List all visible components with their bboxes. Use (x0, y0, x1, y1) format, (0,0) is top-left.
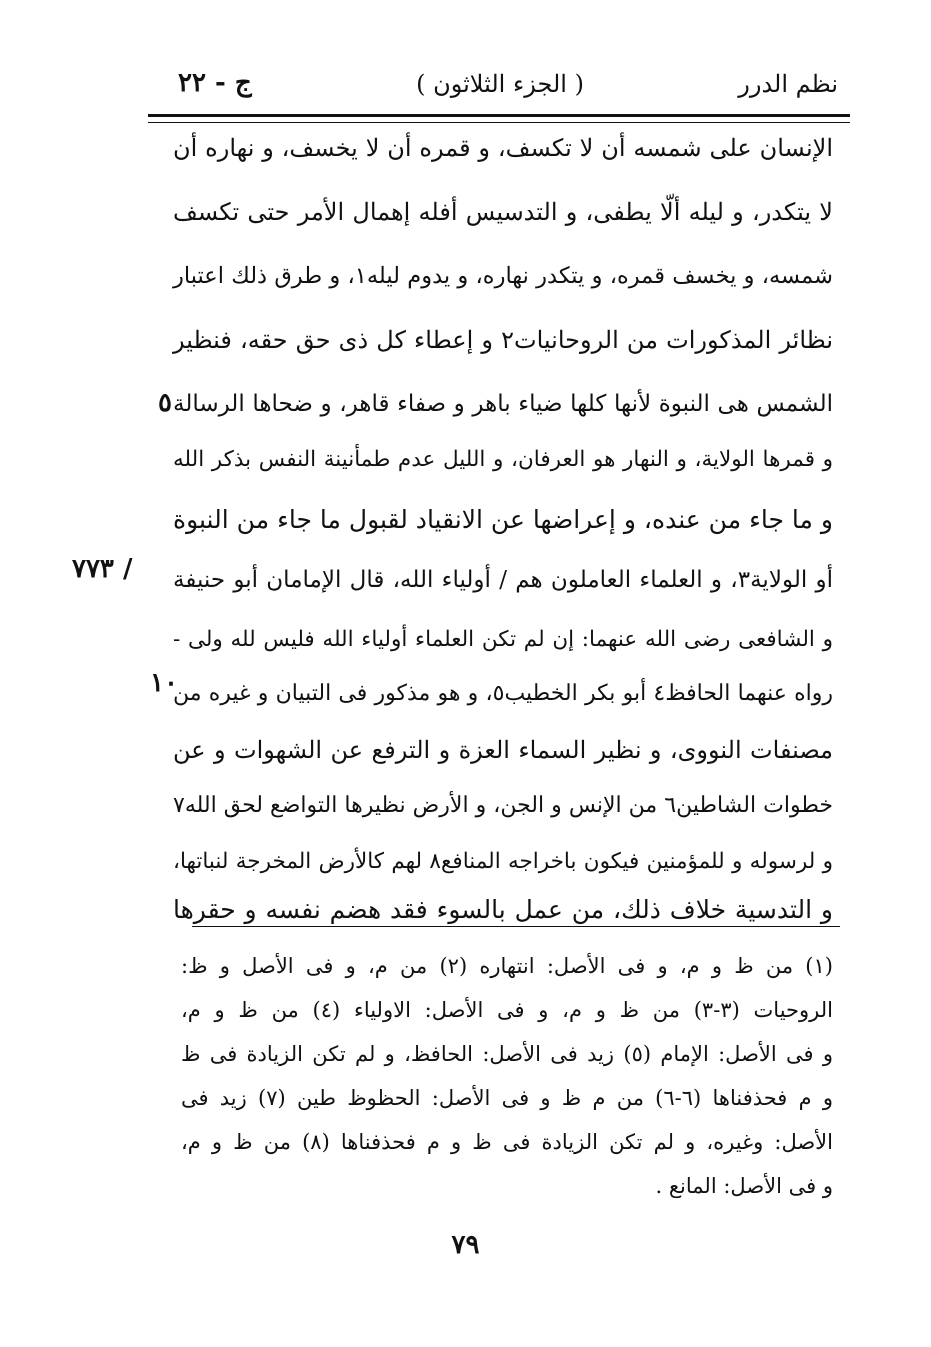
footnote-line-6: و فى الأصل: المانع . (655, 1174, 833, 1198)
part-title: ( الجزء الثلاثون ) (416, 70, 584, 98)
footnote-line-1: (١) من ظ و م، و فى الأصل: انتهاره (٢) من م، و فى الأصل و ظ: (181, 954, 833, 978)
margin-folio-reference: / ٧٧٣ (72, 554, 133, 584)
header-rule-thick (148, 114, 850, 117)
body-line-5: الشمس هى النبوة لأنها كلها ضياء باهر و صفاء قاهر، و ضحاها الرسالة (173, 391, 833, 417)
footnote-line-2: الروحيات (٣-٣) من ظ و م، و فى الأصل: الاولياء (٤) من ظ و م، (181, 998, 833, 1022)
body-line-14: و التدسية خلاف ذلك، من عمل بالسوء فقد هضم نفسه و حقرها (173, 895, 833, 924)
body-line-2: لا يتكدر، و ليله ألّا يطفى، و التدسيس أفله إهمال الأمر حتى تكسف (173, 198, 833, 226)
book-title: نظم الدرر (738, 70, 838, 98)
footnote-line-5: الأصل: وغيره، و لم تكن الزيادة فى ظ و م فحذفناها (٨) من ظ و م، (181, 1130, 833, 1154)
body-line-10: رواه عنهما الحافظ٤ أبو بكر الخطيب٥، و هو مذكور فى التبيان و غيره من (173, 681, 833, 706)
body-line-7: و ما جاء من عنده، و إعراضها عن الانقياد لقبول ما جاء من النبوة (173, 505, 833, 534)
body-line-4: نظائر المذكورات من الروحانيات٢ و إعطاء كل ذى حق حقه، فنظير (173, 326, 834, 354)
body-line-11: مصنفات النووى، و نظير السماء العزة و الترفع عن الشهوات و عن (173, 736, 833, 764)
page-number: ٧٩ (451, 1230, 480, 1260)
margin-line-number-5: ٥ (158, 388, 172, 418)
body-line-9: و الشافعى رضى الله عنهما: إن لم تكن العلماء أولياء الله فليس لله ولى - (173, 627, 833, 652)
footnote-line-3: و فى الأصل: الإمام (٥) زيد فى الأصل: الحافظ، و لم تكن الزيادة فى ظ (181, 1042, 833, 1066)
body-line-6: و قمرها الولاية، و النهار هو العرفان، و الليل عدم طمأنينة النفس بذكر الله (173, 447, 833, 472)
body-line-3: شمسه، و يخسف قمره، و يتكدر نهاره، و يدوم ليله١، و طرق ذلك اعتبار (173, 263, 833, 289)
margin-line-number-10: ١٠ (150, 668, 178, 698)
footnote-line-4: و م فحذفناها (٦-٦) من م ظ و فى الأصل: الحظوظ طين (٧) زيد فى (181, 1086, 833, 1110)
running-header (150, 62, 850, 106)
body-line-8: أو الولاية٣، و العلماء العاملون هم / أولياء الله، قال الإمامان أبو حنيفة (173, 567, 833, 593)
body-line-13: و لرسوله و للمؤمنين فيكون باخراجه المنافع٨ لهم كالأرض المخرجة لنباتها، (173, 849, 833, 874)
volume-reference: ج - ٢٢ (178, 68, 252, 98)
footnote-rule (192, 926, 840, 927)
body-line-12: خطوات الشاطين٦ من الإنس و الجن، و الأرض نظيرها التواضع لحق الله٧ (173, 793, 833, 818)
body-line-1: الإنسان على شمسه أن لا تكسف، و قمره أن لا يخسف، و نهاره أن (173, 134, 833, 162)
